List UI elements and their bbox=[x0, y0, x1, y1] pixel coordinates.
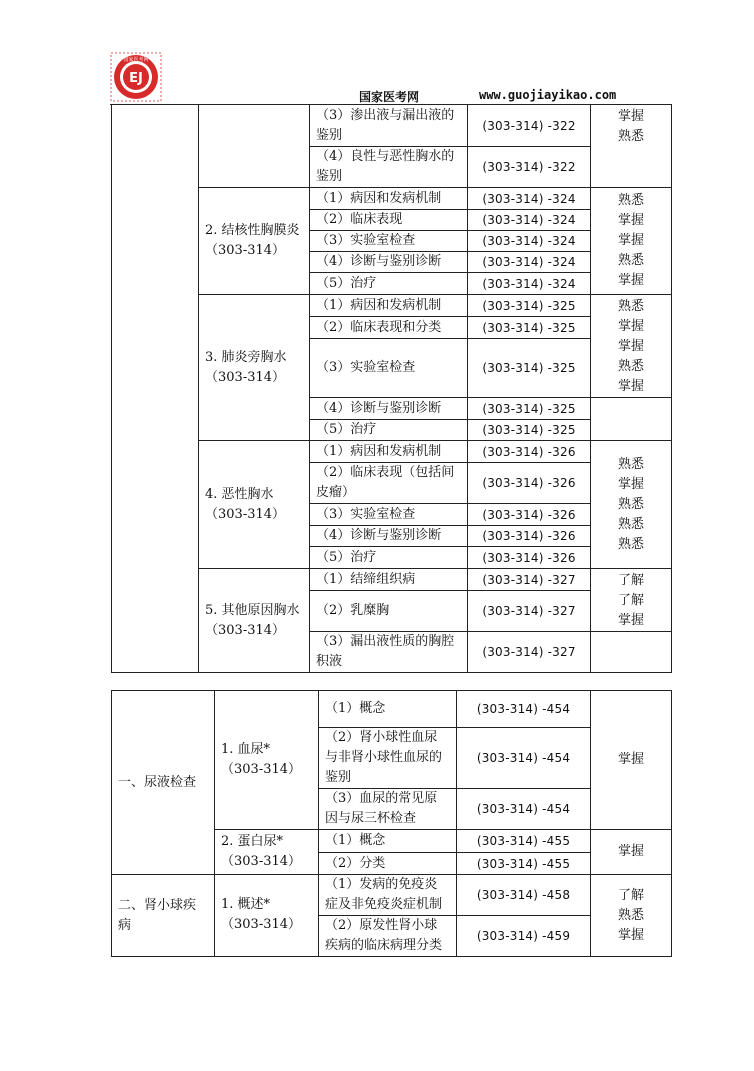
item-code: (303-314) -326 bbox=[468, 504, 591, 526]
level-cell bbox=[591, 830, 672, 875]
topic-cell bbox=[199, 295, 310, 441]
topic-title: 4. 恶性胸水 bbox=[205, 486, 274, 502]
item-label: （1）病因和发病机制 bbox=[310, 441, 468, 463]
logo-icon bbox=[110, 52, 162, 102]
topic-title: 2. 蛋白尿* bbox=[221, 834, 284, 849]
section-cell: 二、肾小球疾病 bbox=[112, 875, 215, 957]
level-text: 熟悉 bbox=[617, 496, 644, 512]
item-code: (303-314) -327 bbox=[468, 569, 591, 591]
level-text: 掌握 bbox=[617, 233, 644, 248]
item-label: （2）乳糜胸 bbox=[310, 591, 468, 632]
topic-title: 1. 血尿* bbox=[221, 742, 271, 757]
section-cell: 一、尿液检查 bbox=[112, 691, 215, 875]
item-code: (303-314) -326 bbox=[468, 526, 591, 547]
level-text: 掌握 bbox=[617, 109, 644, 124]
item-label: （3）血尿的常见原因与尿三杯检查 bbox=[319, 789, 457, 830]
item-code: (303-314) -325 bbox=[468, 295, 591, 317]
level-text: 了解 bbox=[617, 573, 644, 588]
site-name: 国家医考网 bbox=[359, 90, 420, 104]
item-label: （1）发病的免疫炎症及非免疫炎症机制 bbox=[319, 875, 457, 916]
topic-code: （303-314） bbox=[205, 369, 286, 385]
item-label: （3）漏出液性质的胸腔积液 bbox=[310, 632, 468, 673]
topic-code: （303-314） bbox=[205, 622, 286, 638]
item-label: （1）病因和发病机制 bbox=[310, 188, 468, 210]
item-label: （1）概念 bbox=[319, 691, 457, 728]
topic-title: 5. 其他原因胸水 bbox=[205, 602, 300, 618]
item-code: (303-314) -326 bbox=[468, 547, 591, 569]
level-cell bbox=[591, 691, 672, 830]
level-text: 熟悉 bbox=[617, 253, 644, 268]
level-text: 掌握 bbox=[617, 613, 644, 628]
item-code: (303-314) -459 bbox=[457, 916, 591, 957]
level-text: 了解 bbox=[617, 593, 644, 608]
item-label: （5）治疗 bbox=[310, 547, 468, 569]
item-label: （1）结缔组织病 bbox=[310, 569, 468, 591]
item-code: (303-314) -324 bbox=[468, 273, 591, 295]
level-cell-empty bbox=[591, 632, 672, 673]
level-text: 掌握 bbox=[617, 213, 644, 228]
level-text: 熟悉 bbox=[617, 536, 644, 552]
section-cell-empty bbox=[112, 105, 199, 673]
topic-title: 2. 结核性胸膜炎 bbox=[205, 223, 300, 238]
level-cell-empty bbox=[591, 398, 672, 441]
item-code: (303-314) -322 bbox=[468, 147, 591, 188]
level-cell bbox=[591, 295, 672, 398]
level-cell bbox=[591, 441, 672, 569]
logo-ring-text: 国家医考网 bbox=[123, 57, 149, 63]
topic-code: （303-314） bbox=[221, 917, 302, 932]
item-code: (303-314) -326 bbox=[468, 441, 591, 463]
item-code: (303-314) -325 bbox=[468, 317, 591, 338]
table-row bbox=[112, 691, 672, 728]
level-text: 掌握 bbox=[617, 476, 644, 492]
level-cell bbox=[591, 188, 672, 295]
topic-code: （303-314） bbox=[221, 762, 302, 777]
item-code: (303-314) -454 bbox=[457, 789, 591, 830]
item-label: （1）概念 bbox=[319, 830, 457, 853]
level-text: 掌握 bbox=[617, 273, 644, 288]
item-label: （1）病因和发病机制 bbox=[310, 295, 468, 317]
item-label: （4）良性与恶性胸水的鉴别 bbox=[310, 147, 468, 188]
item-code: (303-314) -324 bbox=[468, 252, 591, 273]
level-text: 熟悉 bbox=[617, 193, 644, 208]
topic-cell-empty bbox=[199, 105, 310, 188]
item-label: （4）诊断与鉴别诊断 bbox=[310, 252, 468, 273]
logo-mark: EJ bbox=[129, 71, 143, 86]
item-label: （2）临床表现 bbox=[310, 210, 468, 231]
item-code: (303-314) -322 bbox=[468, 105, 591, 147]
item-label: （3）实验室检查 bbox=[310, 338, 468, 397]
item-label: （2）肾小球性血尿与非肾小球性血尿的鉴别 bbox=[319, 728, 457, 789]
item-label: （4）诊断与鉴别诊断 bbox=[310, 398, 468, 420]
level-text: 熟悉 bbox=[617, 516, 644, 532]
item-label: （2）临床表现（包括间皮瘤） bbox=[310, 463, 468, 504]
item-code: (303-314) -454 bbox=[457, 728, 591, 789]
topic-title: 3. 肺炎旁胸水 bbox=[205, 349, 287, 365]
topic-cell bbox=[215, 875, 319, 957]
item-label: （2）分类 bbox=[319, 853, 457, 875]
item-label: （5）治疗 bbox=[310, 420, 468, 441]
level-text: 掌握 bbox=[617, 844, 644, 859]
syllabus-table-pleural bbox=[111, 104, 672, 673]
item-label: （4）诊断与鉴别诊断 bbox=[310, 526, 468, 547]
item-code: (303-314) -454 bbox=[457, 691, 591, 728]
level-text: 掌握 bbox=[617, 319, 644, 334]
topic-cell bbox=[215, 830, 319, 875]
topic-cell bbox=[199, 569, 310, 673]
level-cell bbox=[591, 875, 672, 957]
level-text: 熟悉 bbox=[617, 359, 644, 374]
level-text: 熟悉 bbox=[617, 299, 644, 314]
level-text: 了解 bbox=[617, 887, 644, 903]
level-text: 掌握 bbox=[617, 752, 644, 767]
level-text: 熟悉 bbox=[617, 456, 644, 472]
item-code: (303-314) -324 bbox=[468, 188, 591, 210]
topic-cell bbox=[199, 441, 310, 569]
level-cell bbox=[591, 569, 672, 632]
level-text: 掌握 bbox=[617, 339, 644, 354]
item-code: (303-314) -327 bbox=[468, 632, 591, 673]
topic-code: （303-314） bbox=[205, 506, 286, 522]
level-text: 掌握 bbox=[617, 927, 644, 943]
level-text: 掌握 bbox=[617, 379, 644, 394]
item-label: （3）渗出液与漏出液的鉴别 bbox=[310, 105, 468, 147]
topic-cell bbox=[215, 691, 319, 830]
topic-cell bbox=[199, 188, 310, 295]
table-row bbox=[112, 875, 672, 916]
item-label: （3）实验室检查 bbox=[310, 231, 468, 252]
item-code: (303-314) -455 bbox=[457, 853, 591, 875]
item-code: (303-314) -326 bbox=[468, 463, 591, 504]
item-code: (303-314) -324 bbox=[468, 210, 591, 231]
item-label: （5）治疗 bbox=[310, 273, 468, 295]
site-url[interactable]: www.guojiayikao.com bbox=[479, 88, 617, 102]
item-code: (303-314) -327 bbox=[468, 591, 591, 632]
topic-code: （303-314） bbox=[221, 854, 302, 869]
item-code: (303-314) -325 bbox=[468, 338, 591, 397]
item-code: (303-314) -455 bbox=[457, 830, 591, 853]
item-code: (303-314) -325 bbox=[468, 398, 591, 420]
syllabus-table-renal bbox=[111, 690, 672, 957]
table-row bbox=[112, 105, 672, 147]
level-text: 熟悉 bbox=[617, 907, 644, 923]
item-label: （2）原发性肾小球疾病的临床病理分类 bbox=[319, 916, 457, 957]
topic-title: 1. 概述* bbox=[221, 897, 271, 912]
item-code: (303-314) -458 bbox=[457, 875, 591, 916]
level-cell bbox=[591, 105, 672, 188]
level-text: 熟悉 bbox=[617, 129, 644, 144]
item-code: (303-314) -324 bbox=[468, 231, 591, 252]
topic-code: （303-314） bbox=[205, 243, 286, 258]
item-label: （2）临床表现和分类 bbox=[310, 317, 468, 338]
item-code: (303-314) -325 bbox=[468, 420, 591, 441]
item-label: （3）实验室检查 bbox=[310, 504, 468, 526]
